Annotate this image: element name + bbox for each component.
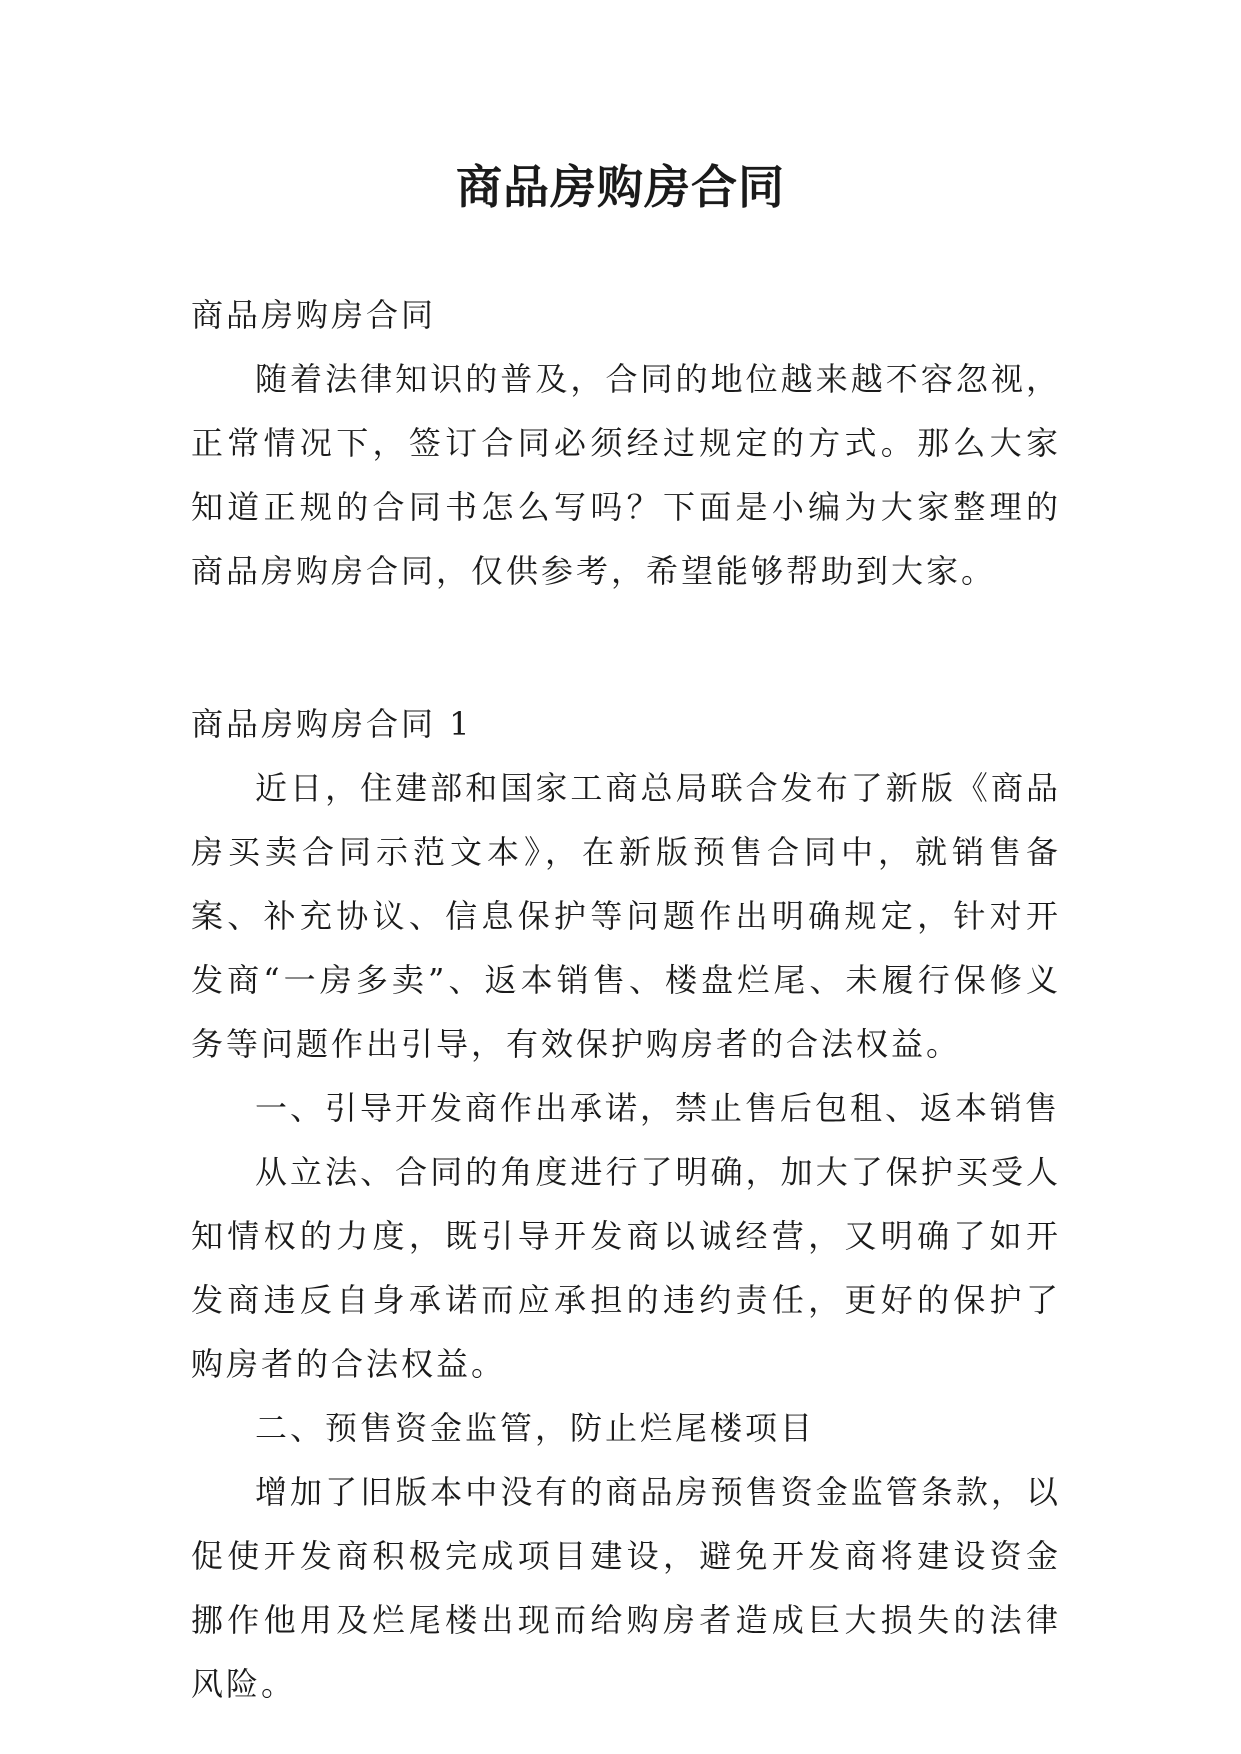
section-1-paragraph: 近日，住建部和国家工商总局联合发布了新版《商品房买卖合同示范文本》，在新版预售合同中，就销售备案、补充协议、信息保护等问题作出明确规定，针对开发商“一房多卖”、返本销售、楼盘烂尾、未履行保修义务等问题作出引导，有效保护购房者的合法权益。	[191, 769, 1061, 1063]
contract-section-1	[191, 692, 1061, 1716]
document-title: 商品房购房合同	[456, 160, 785, 214]
clause-1-heading: 一、引导开发商作出承诺，禁止售后包租、返本销售	[255, 1089, 1061, 1127]
clause-2-paragraph: 增加了旧版本中没有的商品房预售资金监管条款，以促使开发商积极完成项目建设，避免开发商将建设资金挪作他用及烂尾楼出现而给购房者造成巨大损失的法律风险。	[191, 1473, 1061, 1703]
section-1-heading: 商品房购房合同 1	[191, 705, 473, 743]
intro-heading: 商品房购房合同	[191, 296, 437, 334]
clause-1-paragraph: 从立法、合同的角度进行了明确，加大了保护买受人知情权的力度，既引导开发商以诚经营，又明确了如开发商违反自身承诺而应承担的违约责任，更好的保护了购房者的合法权益。	[191, 1153, 1061, 1383]
intro-section	[191, 283, 1061, 603]
intro-paragraph: 随着法律知识的普及，合同的地位越来越不容忽视，正常情况下，签订合同必须经过规定的方式。那么大家知道正规的合同书怎么写吗？下面是小编为大家整理的商品房购房合同，仅供参考，希望能够帮助到大家。	[191, 360, 1061, 590]
clause-2-heading: 二、预售资金监管，防止烂尾楼项目	[255, 1409, 816, 1447]
